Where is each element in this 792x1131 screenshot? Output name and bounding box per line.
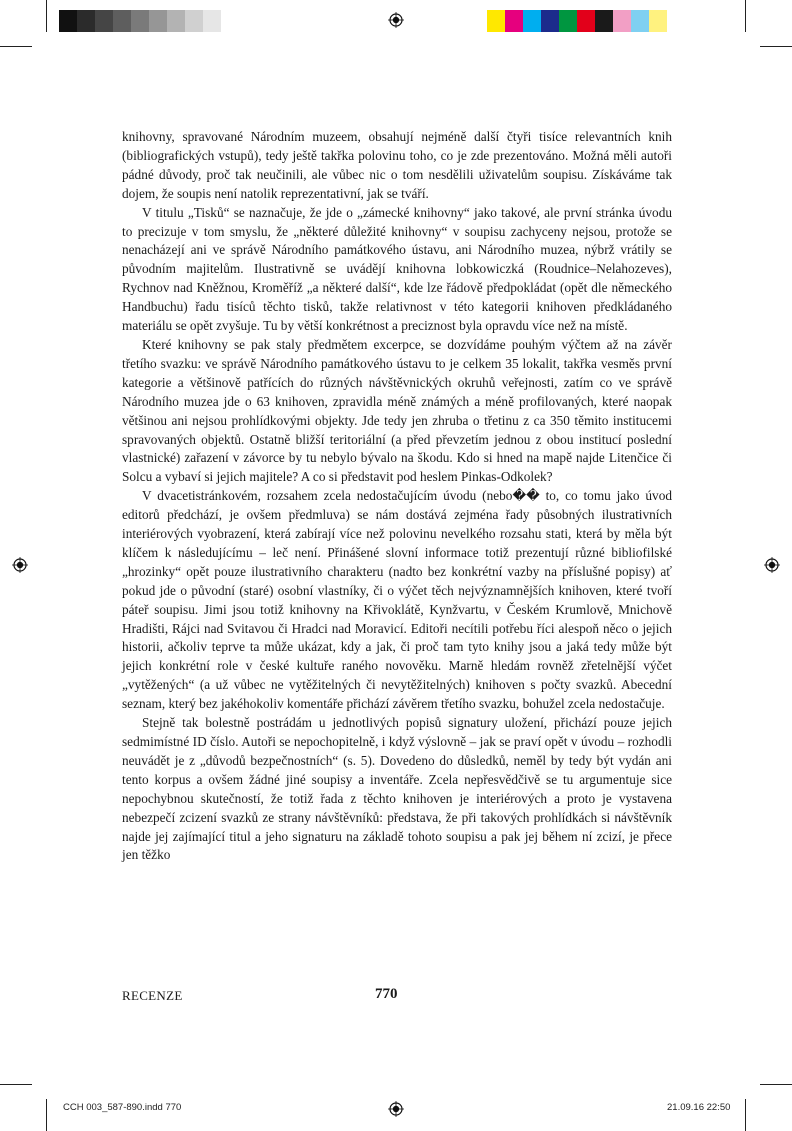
running-footer-section: RECENZE — [122, 988, 183, 1003]
article-body — [122, 128, 672, 865]
calibration-swatch — [113, 10, 131, 32]
calibration-swatch — [523, 10, 541, 32]
registration-mark-icon — [12, 557, 28, 573]
calibration-swatch — [595, 10, 613, 32]
paragraph: V dvacetistránkovém, rozsahem zcela nedostačujícím úvodu (nebo�� to, co tomu jako úvod editorů předchází, je ovšem předmluva) se nám dostává zejména řady působných ilustrativních interiérových vyobrazení, která zabírají více než polovinu nevelkého rozsahu stati, která by měla být klíčem k následujícímu – leč není. Přinášené slovní informace totiž prezentují různé bibliofilské „hrozinky“ opět pouze ilustrativního charakteru (nadto bez konkrétní vazby na příslušné popisy) ať pokud jde o původní (staré) osobní vlastníky, či o výčet těch nejvýznamnějších knihoven, které tvoří páteř soupisu. Jimi jsou totiž knihovny na Křivoklátě, Kynžvartu, v Českém Krumlově, Mnichově Hradišti, Rájci nad Svitavou či Hradci nad Moravicí. Editoři necítili potřebu říci alespoň něco o jejich historii, ačkoliv teprve ta může ukázat, kdy a jak, či proč tam tyto knihy jsou a jaká tedy může být jejich konkrétní role v české kultuře raného novověku. Marně hledám rovněž zřetelnější výčet „vytěžených“ (a už vůbec ne vytěžitelných či nevytěžitelných) knihoven s počty svazků. Abecední seznam, který bez jakéhokoliv komentáře přichází závěrem třetího svazku, bohužel zcela nedostačuje. — [122, 488, 672, 712]
calibration-swatch — [77, 10, 95, 32]
calibration-swatch — [505, 10, 523, 32]
paragraph: Stejně tak bolestně postrádám u jednotlivých popisů signatury uložení, přichází pouze jejich sedmimístné ID číslo. Autoři se nepochopitelně, i když výslovně – jak se praví opět v úvodu – rozhodli neuvádět je z „důvodů bezpečnostních“ (s. 5). Dovedeno do důsledků, neměl by tedy být vydán ani tento korpus a ovšem žádné jiné soupisy a inventáře. Zcela nepřesvědčivě se tu argumentuje sice nepochybnou skutečností, že totiž řada z těchto knihoven je interiérových a proto je vystavena nebezpečí zcizení svazků ze strany návštěvníků: představa, že při takových prohlídkách si návštěvník najde jej zajímající titul a jeho signaturu na základě tohoto soupisu a pak jej během ní zcizí, je přece jen těžko — [122, 715, 672, 863]
slug-datetime: 21.09.16 22:50 — [667, 1102, 731, 1113]
crop-mark — [745, 0, 746, 32]
calibration-swatch — [631, 10, 649, 32]
paragraph: V titulu „Tisků“ se naznačuje, že jde o „zámecké knihovny“ jako takové, ale první stránka úvodu to precizuje v tom smyslu, že „některé důležité knihovny“ v soupisu zachyceny nejsou, protože se nenacházejí ani ve správě Národního památkového ústavu, ani Národního muzea, nýbrž vrátily se původním majitelům. Ilustrativně se uvádějí knihovna lobkowiczká (Roudnice–Nelahozeves), Rychnov nad Kněžnou, Kroměříž „a některé další“, kde lze řádově předpokládat (opět dle německého Handbuchu) řadu tisíců těchto tisků, takže relativnost v této kategorii knihoven předkládaného materiálu se opět zvyšuje. Tu by větší konkrétnost a preciznost byla opravdu více než na místě. — [122, 204, 672, 334]
calibration-swatch — [149, 10, 167, 32]
calibration-swatch — [131, 10, 149, 32]
registration-mark-icon — [764, 557, 780, 573]
calibration-swatch — [167, 10, 185, 32]
color-calibration-strip — [487, 10, 667, 32]
crop-mark — [46, 0, 47, 32]
calibration-swatch — [95, 10, 113, 32]
calibration-swatch — [541, 10, 559, 32]
registration-mark-icon — [388, 12, 404, 28]
calibration-swatch — [559, 10, 577, 32]
page-number: 770 — [375, 986, 398, 1002]
crop-mark — [760, 1084, 792, 1085]
calibration-swatch — [203, 10, 221, 32]
calibration-swatch — [59, 10, 77, 32]
calibration-swatch — [649, 10, 667, 32]
paragraph: knihovny, spravované Národním muzeem, obsahují nejméně další čtyři tisíce relevantních knih (bibliografických vstupů), tedy ještě takřka polovinu toho, co je zde prezentováno. Možná měli autoři pádné důvody, proč tak neučinili, ale vůbec nic o tom nesdělili uživatelům soupisu. Získáváme tak dojem, že soupis není natolik reprezentativní, jak se tváří. — [122, 129, 672, 201]
calibration-swatch — [185, 10, 203, 32]
crop-mark — [46, 1099, 47, 1131]
crop-mark — [760, 46, 792, 47]
slug-file-name: CCH 003_587-890.indd 770 — [63, 1102, 182, 1113]
crop-mark — [0, 46, 32, 47]
calibration-swatch — [613, 10, 631, 32]
calibration-swatch — [577, 10, 595, 32]
calibration-swatch — [487, 10, 505, 32]
grayscale-calibration-strip — [59, 10, 221, 32]
crop-mark — [0, 1084, 32, 1085]
crop-mark — [745, 1099, 746, 1131]
paragraph: Které knihovny se pak staly předmětem excerpce, se dozvídáme pouhým výčtem až na závěr třetího svazku: ve správě Národního památkového ústavu to je celkem 35 lokalit, takřka vesměs první kategorie a většinově patřících do různých návštěvnických okruhů veřejnosti, zatím co ve správě Národního muzea jde o 63 knihoven, zpravidla méně známých a méně profilovaných, které naopak většinou ani nejsou prohlídkovými objekty. Jde tedy jen zhruba o třetinu z ca 350 těmito institucemi spravovaných objektů. Ostatně bližší teritoriální (a před převzetím jednou z obou institucí poslední vlastnické) zařazení v závorce by tu nebylo bývalo na škodu. Kdo si hned na mapě najde Litenčice či Solcu a vybaví si jejich majitele? A co si představit pod heslem Pinkas-Odkolek? — [122, 336, 672, 485]
registration-mark-icon — [388, 1101, 404, 1117]
